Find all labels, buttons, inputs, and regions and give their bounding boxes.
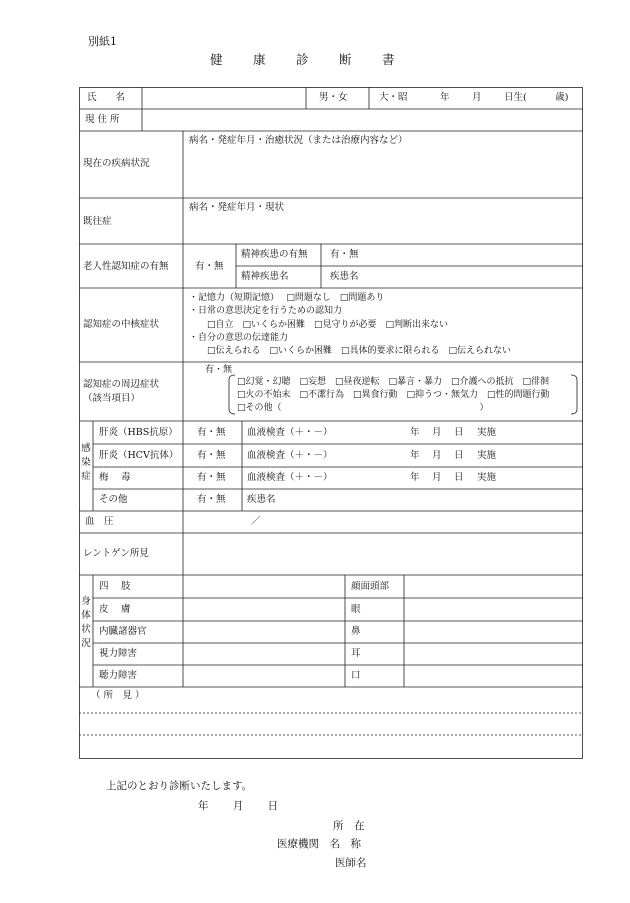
body-label-char: 体 xyxy=(81,610,91,621)
blood-pressure-label: 血 圧 xyxy=(85,516,114,527)
body-right-item: 顔面頭部 xyxy=(351,581,390,592)
infection-done: 実施 xyxy=(477,427,497,438)
body-label-char: 身 xyxy=(81,596,91,607)
birth-day-age-label: 日生( 歳) xyxy=(504,92,569,103)
infection-date: 年 月 日 xyxy=(410,472,464,483)
title-char: 書 xyxy=(382,52,395,67)
name-label: 氏 名 xyxy=(87,92,126,103)
era-options[interactable]: 大・昭 xyxy=(379,92,408,103)
infection-done: 実施 xyxy=(477,450,497,461)
health-certificate-form xyxy=(79,87,583,759)
peripheral-sublabel: （該当項目） xyxy=(83,393,141,404)
institution-name-label: 医療機関 名 称 xyxy=(277,838,361,850)
infection-label-char: 染 xyxy=(81,457,91,468)
infection-yesno[interactable]: 有・無 xyxy=(197,450,226,461)
peripheral-line[interactable]: □その他（ ） xyxy=(237,403,489,413)
core-symptom-line[interactable]: □自立 □いくらか困難 □見守りが必要 □判断出来ない xyxy=(189,320,449,330)
infection-label-char: 症 xyxy=(81,471,91,482)
infection-yesno[interactable]: 有・無 xyxy=(197,472,226,483)
infection-test: 血液検査（＋・－） xyxy=(247,450,333,461)
birth-year-label: 年 xyxy=(440,92,450,103)
body-left-item: 皮 膚 xyxy=(99,604,131,615)
body-right-item: 耳 xyxy=(351,648,361,659)
sex-options[interactable]: 男・女 xyxy=(319,92,348,103)
current-disease-hint: 病名・発症年月・治癒状況（または治療内容など） xyxy=(189,135,408,146)
title-char: 断 xyxy=(339,52,352,67)
past-history-label: 既往症 xyxy=(83,216,112,227)
core-symptom-line: ・自分の意思の伝達能力 xyxy=(189,333,289,343)
past-history-hint: 病名・発症年月・現状 xyxy=(189,202,285,213)
infection-yesno[interactable]: 有・無 xyxy=(197,427,226,438)
peripheral-line[interactable]: □幻覚・幻聴 □妄想 □昼夜逆転 □暴言・暴力 □介護への抵抗 □徘徊 xyxy=(237,377,550,387)
mental-illness-label: 精神疾患の有無 xyxy=(241,249,308,260)
mental-illness-yesno[interactable]: 有・無 xyxy=(330,249,359,260)
core-symptom-line: ・日常の意思決定を行うための認知力 xyxy=(189,306,343,316)
infection-test: 血液検査（＋・－） xyxy=(247,427,333,438)
body-left-item: 聴力障害 xyxy=(99,670,138,681)
body-right-item: 口 xyxy=(351,670,361,681)
body-label-char: 況 xyxy=(81,638,91,649)
dementia-presence-label: 老人性認知症の有無 xyxy=(83,261,169,272)
body-right-item: 鼻 xyxy=(351,626,361,637)
current-disease-label: 現在の疾病状況 xyxy=(83,158,150,169)
page-title xyxy=(210,50,425,68)
infection-label xyxy=(80,442,92,484)
form-grid xyxy=(79,87,583,759)
attachment-label: 別紙1 xyxy=(88,35,117,48)
findings-label: （ 所 見 ） xyxy=(91,690,145,701)
address-label: 現 住 所 xyxy=(85,114,120,125)
infection-name: 梅 毒 xyxy=(99,472,131,483)
peripheral-line[interactable]: □火の不始末 □不潔行為 □異食行動 □抑うつ・無気力 □性的問題行動 xyxy=(237,390,550,400)
infection-name: 肝炎（HCV抗体） xyxy=(99,450,179,461)
core-symptom-line[interactable]: □伝えられる □いくらか困難 □具体的要求に限られる □伝えられない xyxy=(189,346,512,356)
infection-date: 年 月 日 xyxy=(410,450,464,461)
mental-illness-name-label: 精神疾患名 xyxy=(241,271,289,282)
infection-yesno[interactable]: 有・無 xyxy=(197,494,226,505)
infection-label-char: 感 xyxy=(81,443,91,454)
birth-month-label: 月 xyxy=(472,92,482,103)
title-char: 診 xyxy=(296,52,309,67)
body-status-label xyxy=(80,595,92,651)
dementia-yesno[interactable]: 有・無 xyxy=(195,261,224,272)
infection-test: 血液検査（＋・－） xyxy=(247,472,333,483)
doctor-name-label: 医師名 xyxy=(335,857,367,869)
body-label-char: 状 xyxy=(81,624,91,635)
core-symptom-line[interactable]: ・記憶力（短期記憶） □問題なし □問題あり xyxy=(189,293,385,303)
title-char: 健 xyxy=(210,52,223,67)
infection-name: その他 xyxy=(99,494,128,505)
core-symptoms-label: 認知症の中核症状 xyxy=(83,319,160,330)
peripheral-label: 認知症の周辺症状 xyxy=(83,379,160,390)
title-char: 康 xyxy=(253,52,266,67)
infection-done: 実施 xyxy=(477,472,497,483)
body-left-item: 視力障害 xyxy=(99,648,138,659)
blood-pressure-slash: ／ xyxy=(251,516,261,527)
body-right-item: 眼 xyxy=(351,604,361,615)
location-label: 所 在 xyxy=(333,820,365,832)
body-left-item: 内臓諸器官 xyxy=(99,626,147,637)
infection-name: 肝炎（HBS抗原） xyxy=(99,427,178,438)
infection-test: 疾患名 xyxy=(247,494,276,505)
xray-label: レントゲン所見 xyxy=(83,548,149,559)
diagnosis-date: 年 月 日 xyxy=(198,800,279,812)
disease-name-label: 疾患名 xyxy=(330,271,359,282)
body-left-item: 四 肢 xyxy=(99,581,131,592)
peripheral-yesno[interactable]: 有・無 xyxy=(205,365,233,375)
diagnosis-statement: 上記のとおり診断いたします。 xyxy=(106,780,253,792)
infection-date: 年 月 日 xyxy=(410,427,464,438)
